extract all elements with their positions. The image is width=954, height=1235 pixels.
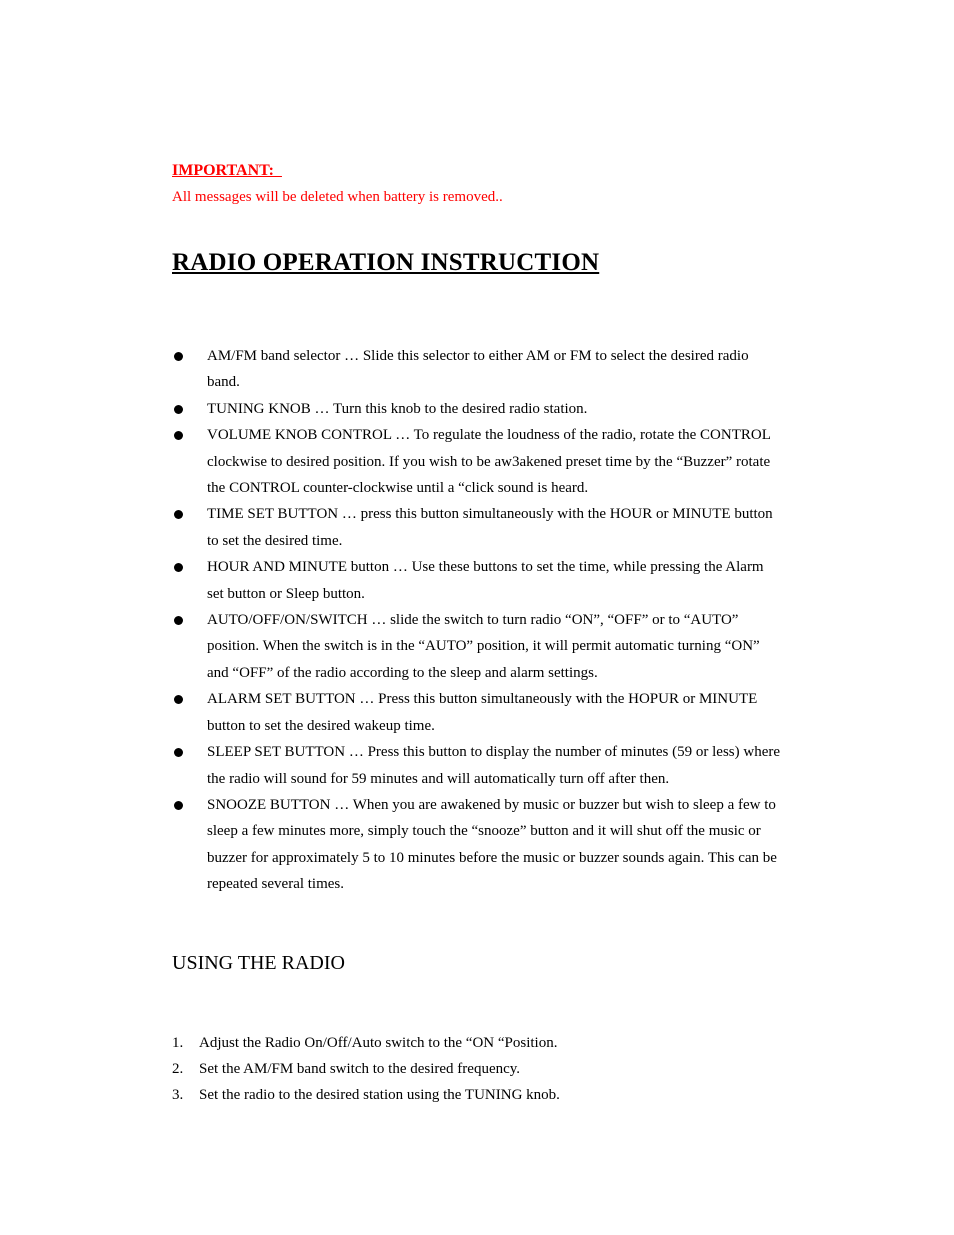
list-item-text: HOUR AND MINUTE button … Use these buttons to set the time, while pressing the Alarm set button or Sleep button.	[207, 559, 764, 602]
bullet-icon	[174, 563, 183, 572]
bullet-icon	[174, 616, 183, 625]
list-item-text: AM/FM band selector … Slide this selector to either AM or FM to select the desired radio band.	[207, 348, 749, 391]
list-item	[172, 739, 784, 792]
steps-list	[172, 1030, 560, 1109]
bullet-icon	[174, 801, 183, 810]
important-label: IMPORTANT:	[172, 162, 282, 179]
list-item-text: AUTO/OFF/ON/SWITCH … slide the switch to turn radio “ON”, “OFF” or to “AUTO” position. When the switch is in the “AUTO” position, it will permit automatic turning “ON” and “OFF” of the radio according to the sleep and alarm settings.	[207, 612, 760, 681]
bullet-icon	[174, 405, 183, 414]
bullet-icon	[174, 431, 183, 440]
page-title: RADIO OPERATION INSTRUCTION	[172, 249, 600, 276]
step-number: 2.	[172, 1061, 184, 1078]
important-message: All messages will be deleted when battery is removed..	[172, 189, 503, 205]
step-text: Set the radio to the desired station using the TUNING knob.	[199, 1087, 560, 1104]
list-item	[172, 1082, 560, 1108]
list-item	[172, 396, 784, 422]
list-item-text: ALARM SET BUTTON … Press this button simultaneously with the HOPUR or MINUTE button to set the desired wakeup time.	[207, 691, 758, 734]
bullet-icon	[174, 748, 183, 757]
list-item	[172, 501, 784, 554]
step-text: Set the AM/FM band switch to the desired frequency.	[199, 1061, 521, 1078]
bullet-icon	[174, 510, 183, 519]
section-title: USING THE RADIO	[172, 952, 345, 974]
list-item	[172, 607, 784, 686]
list-item	[172, 792, 784, 898]
step-number: 3.	[172, 1087, 184, 1104]
list-item-text: SNOOZE BUTTON … When you are awakened by music or buzzer but wish to sleep a few to sleep a few minutes more, simply touch the “snooze” button and it will shut off the music or buzzer for approximately 5 to 10 minutes before the music or buzzer sounds again. This can be repeated several times.	[207, 796, 777, 893]
list-item-text: TUNING KNOB … Turn this knob to the desired radio station.	[207, 400, 588, 417]
list-item	[172, 422, 784, 501]
list-item	[172, 686, 784, 739]
list-item	[172, 554, 784, 607]
step-number: 1.	[172, 1035, 184, 1051]
list-item-text: VOLUME KNOB CONTROL … To regulate the loudness of the radio, rotate the CONTROL clockwise to desired position. If you wish to be aw3akened preset time by the “Buzzer” rotate the CONTROL counter-clockwise until a “click sound is heard.	[207, 427, 771, 497]
step-text: Adjust the Radio On/Off/Auto switch to the “ON “Position.	[199, 1035, 558, 1051]
controls-list	[172, 343, 784, 898]
list-item	[172, 343, 784, 396]
list-item-text: SLEEP SET BUTTON … Press this button to display the number of minutes (59 or less) where the radio will sound for 59 minutes and will automatically turn off after then.	[207, 744, 781, 787]
bullet-icon	[174, 352, 183, 361]
bullet-icon	[174, 695, 183, 704]
list-item	[172, 1056, 560, 1082]
list-item	[172, 1030, 560, 1056]
list-item-text: TIME SET BUTTON … press this button simultaneously with the HOUR or MINUTE button to set the desired time.	[207, 506, 773, 549]
